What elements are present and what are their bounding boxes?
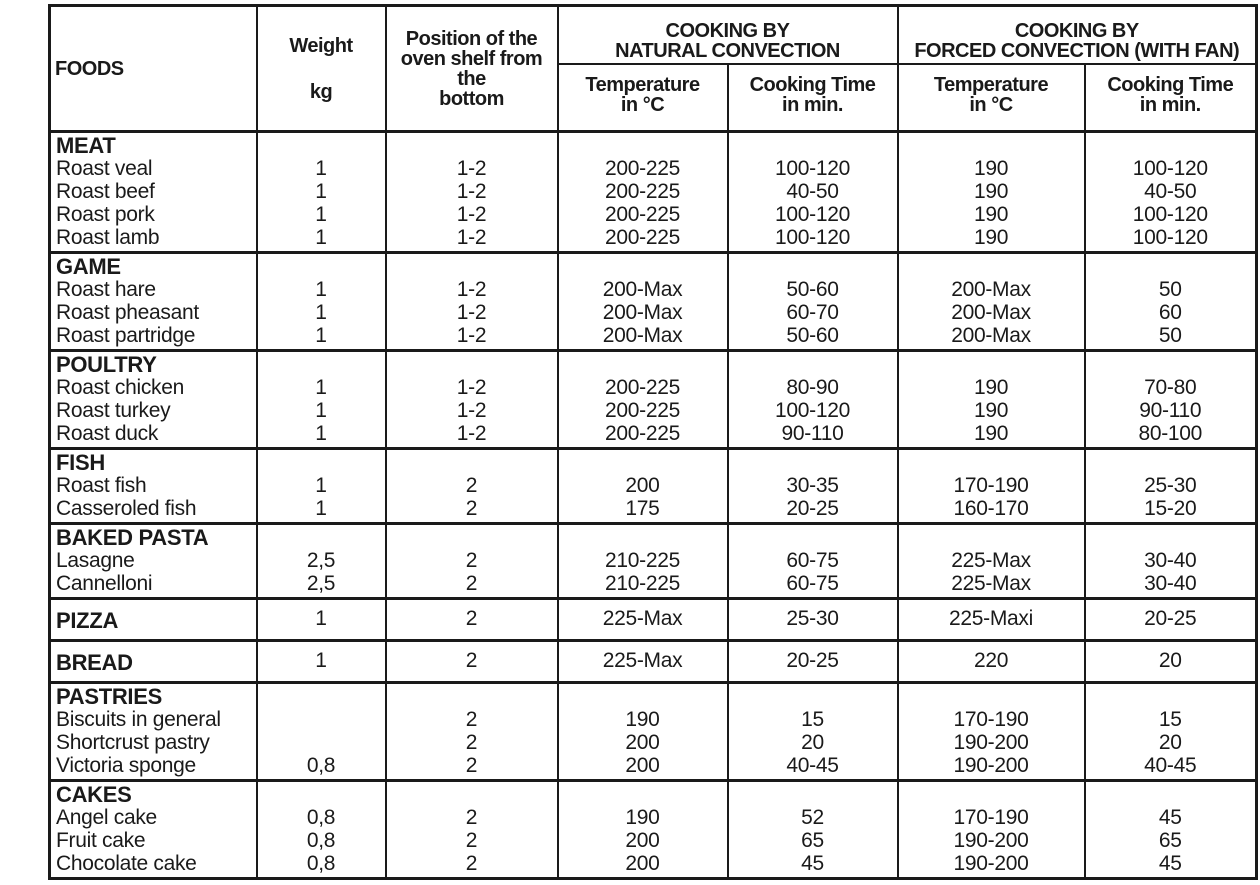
food-name-cell: Roast partridge	[50, 324, 257, 351]
natural-time-cell: 40-45	[728, 754, 898, 781]
table-row	[50, 422, 1257, 449]
natural-time-cell: 60-75	[728, 572, 898, 599]
natural-time-cell: 20	[728, 731, 898, 754]
empty-cell	[728, 132, 898, 158]
empty-cell	[898, 351, 1085, 377]
natural-time-cell: 100-120	[728, 226, 898, 253]
natural-temp-cell: 210-225	[558, 549, 728, 572]
empty-cell	[728, 524, 898, 550]
table-header	[50, 6, 1257, 132]
forced-temp-cell: 200-Max	[898, 278, 1085, 301]
forced-time-cell: 40-45	[1085, 754, 1257, 781]
natural-time-cell: 20-25	[728, 641, 898, 683]
weight-cell: 0,8	[257, 754, 386, 781]
forced-temp-cell: 190	[898, 376, 1085, 399]
shelf-cell: 1-2	[386, 301, 558, 324]
food-name-cell: Lasagne	[50, 549, 257, 572]
empty-cell	[257, 683, 386, 709]
table-row	[50, 549, 1257, 572]
forced-temp-cell: 200-Max	[898, 324, 1085, 351]
forced-time-header	[1085, 64, 1257, 132]
natural-temp-cell: 200-225	[558, 226, 728, 253]
natural-temp-line1: Temperature	[585, 74, 700, 96]
natural-temp-cell: 225-Max	[558, 641, 728, 683]
forced-time-cell: 30-40	[1085, 549, 1257, 572]
forced-temp-cell: 190	[898, 180, 1085, 203]
food-name-cell: Roast beef	[50, 180, 257, 203]
natural-time-cell: 40-50	[728, 180, 898, 203]
table-row	[50, 399, 1257, 422]
weight-cell: 1	[257, 278, 386, 301]
weight-cell: 1	[257, 324, 386, 351]
table-row	[50, 180, 1257, 203]
weight-cell: 0,8	[257, 852, 386, 879]
table-row	[50, 226, 1257, 253]
empty-cell	[728, 781, 898, 807]
table-row	[50, 754, 1257, 781]
food-name-cell: Victoria sponge	[50, 754, 257, 781]
empty-cell	[558, 253, 728, 279]
group-heading-row	[50, 524, 1257, 550]
table-row	[50, 376, 1257, 399]
shelf-cell: 1-2	[386, 399, 558, 422]
natural-time-cell: 100-120	[728, 203, 898, 226]
weight-cell: 1	[257, 180, 386, 203]
table-row	[50, 278, 1257, 301]
shelf-position-header	[386, 6, 558, 132]
natural-temp-cell: 200	[558, 474, 728, 497]
forced-temp-line1: Temperature	[933, 74, 1049, 96]
table-row	[50, 708, 1257, 731]
group-name: PIZZA	[50, 599, 257, 641]
natural-temp-cell: 200	[558, 852, 728, 879]
empty-cell	[558, 449, 728, 475]
empty-cell	[257, 351, 386, 377]
table-row	[50, 324, 1257, 351]
shelf-cell: 2	[386, 852, 558, 879]
table-row	[50, 474, 1257, 497]
empty-cell	[728, 683, 898, 709]
empty-cell	[728, 449, 898, 475]
forced-time-line1: Cooking Time	[1107, 74, 1234, 96]
food-name-cell: Cannelloni	[50, 572, 257, 599]
shelf-cell: 1-2	[386, 278, 558, 301]
empty-cell	[728, 253, 898, 279]
forced-time-cell: 50	[1085, 324, 1257, 351]
group-heading-row	[50, 351, 1257, 377]
empty-cell	[386, 253, 558, 279]
natural-header-line2: NATURAL CONVECTION	[615, 40, 840, 62]
forced-convection-header	[898, 6, 1257, 65]
shelf-cell: 2	[386, 731, 558, 754]
empty-cell	[1085, 449, 1257, 475]
group-pizza	[50, 599, 1257, 641]
table-row	[50, 829, 1257, 852]
empty-cell	[558, 132, 728, 158]
empty-cell	[1085, 351, 1257, 377]
natural-time-line2: in min.	[782, 94, 843, 116]
forced-time-cell: 15	[1085, 708, 1257, 731]
forced-temp-cell: 190-200	[898, 829, 1085, 852]
shelf-cell: 1-2	[386, 324, 558, 351]
group-poultry	[50, 351, 1257, 449]
natural-time-cell: 50-60	[728, 278, 898, 301]
empty-cell	[728, 351, 898, 377]
empty-cell	[1085, 683, 1257, 709]
group-name: BREAD	[50, 641, 257, 683]
forced-temp-cell: 225-Maxi	[898, 599, 1085, 641]
natural-time-cell: 90-110	[728, 422, 898, 449]
natural-temp-cell: 200-Max	[558, 324, 728, 351]
table-row	[50, 852, 1257, 879]
forced-temp-cell: 190	[898, 226, 1085, 253]
forced-temp-cell: 160-170	[898, 497, 1085, 524]
forced-temp-cell: 225-Max	[898, 549, 1085, 572]
food-name-cell: Biscuits in general	[50, 708, 257, 731]
empty-cell	[558, 683, 728, 709]
group-bread	[50, 641, 1257, 683]
weight-cell: 1	[257, 497, 386, 524]
shelf-cell: 2	[386, 829, 558, 852]
natural-time-header	[728, 64, 898, 132]
food-name-cell: Casseroled fish	[50, 497, 257, 524]
group-name: BAKED PASTA	[50, 524, 257, 550]
weight-cell: 1	[257, 301, 386, 324]
weight-cell: 1	[257, 474, 386, 497]
natural-temp-cell: 210-225	[558, 572, 728, 599]
food-name-cell: Roast pheasant	[50, 301, 257, 324]
shelf-cell: 1-2	[386, 226, 558, 253]
forced-time-cell: 40-50	[1085, 180, 1257, 203]
natural-time-cell: 100-120	[728, 157, 898, 180]
natural-temp-cell: 200-225	[558, 157, 728, 180]
group-heading-row	[50, 781, 1257, 807]
natural-temp-cell: 200-Max	[558, 301, 728, 324]
natural-temp-cell: 200-225	[558, 422, 728, 449]
natural-time-line1: Cooking Time	[749, 74, 876, 96]
group-baked-pasta	[50, 524, 1257, 599]
shelf-cell: 1-2	[386, 422, 558, 449]
forced-time-cell: 45	[1085, 852, 1257, 879]
empty-cell	[257, 524, 386, 550]
natural-temp-cell: 200-225	[558, 376, 728, 399]
natural-time-cell: 25-30	[728, 599, 898, 641]
table-row	[50, 806, 1257, 829]
empty-cell	[386, 132, 558, 158]
empty-cell	[386, 683, 558, 709]
food-name-cell: Roast lamb	[50, 226, 257, 253]
shelf-header-line1: Position of the	[405, 27, 538, 50]
empty-cell	[257, 253, 386, 279]
food-name-cell: Roast fish	[50, 474, 257, 497]
forced-temp-cell: 170-190	[898, 806, 1085, 829]
group-name: FISH	[50, 449, 257, 475]
shelf-cell: 2	[386, 708, 558, 731]
shelf-cell: 1-2	[386, 180, 558, 203]
empty-cell	[386, 781, 558, 807]
empty-cell	[558, 351, 728, 377]
table-row	[50, 572, 1257, 599]
empty-cell	[386, 351, 558, 377]
natural-temperature-header	[558, 64, 728, 132]
weight-cell: 1	[257, 376, 386, 399]
natural-temp-line2: in °C	[620, 94, 665, 116]
forced-temperature-header	[898, 64, 1085, 132]
food-name-cell: Roast chicken	[50, 376, 257, 399]
weight-cell: 1	[257, 641, 386, 683]
empty-cell	[257, 781, 386, 807]
food-name-cell: Roast turkey	[50, 399, 257, 422]
group-heading-row	[50, 683, 1257, 709]
natural-temp-cell: 190	[558, 806, 728, 829]
weight-cell: 1	[257, 226, 386, 253]
forced-header-line2: FORCED CONVECTION (WITH FAN)	[914, 40, 1240, 62]
forced-temp-cell: 190	[898, 203, 1085, 226]
natural-time-cell: 45	[728, 852, 898, 879]
natural-temp-cell: 200-225	[558, 399, 728, 422]
natural-temp-cell: 175	[558, 497, 728, 524]
weight-cell: 1	[257, 399, 386, 422]
forced-time-cell: 50	[1085, 278, 1257, 301]
empty-cell	[1085, 132, 1257, 158]
group-game	[50, 253, 1257, 351]
natural-temp-cell: 200-225	[558, 180, 728, 203]
food-name-cell: Roast veal	[50, 157, 257, 180]
weight-cell: 2,5	[257, 572, 386, 599]
forced-temp-cell: 170-190	[898, 708, 1085, 731]
natural-temp-cell: 225-Max	[558, 599, 728, 641]
table-row	[50, 157, 1257, 180]
food-name-cell: Roast pork	[50, 203, 257, 226]
food-name-cell: Shortcrust pastry	[50, 731, 257, 754]
forced-time-cell: 100-120	[1085, 157, 1257, 180]
table-row	[50, 203, 1257, 226]
shelf-header-line3: bottom	[439, 87, 504, 110]
forced-time-cell: 20	[1085, 641, 1257, 683]
empty-cell	[898, 524, 1085, 550]
empty-cell	[898, 253, 1085, 279]
shelf-cell: 2	[386, 599, 558, 641]
forced-time-cell: 80-100	[1085, 422, 1257, 449]
natural-convection-header	[558, 6, 898, 65]
natural-time-cell: 80-90	[728, 376, 898, 399]
cooking-table-wrapper	[48, 4, 1258, 880]
food-name-cell: Roast duck	[50, 422, 257, 449]
shelf-cell: 2	[386, 549, 558, 572]
natural-temp-cell: 200-Max	[558, 278, 728, 301]
empty-cell	[257, 449, 386, 475]
food-name-cell: Angel cake	[50, 806, 257, 829]
empty-cell	[1085, 253, 1257, 279]
forced-time-cell: 90-110	[1085, 399, 1257, 422]
shelf-cell: 1-2	[386, 203, 558, 226]
weight-cell: 1	[257, 203, 386, 226]
natural-temp-cell: 200-225	[558, 203, 728, 226]
table-row	[50, 731, 1257, 754]
forced-temp-cell: 190-200	[898, 731, 1085, 754]
shelf-cell: 1-2	[386, 157, 558, 180]
empty-cell	[898, 683, 1085, 709]
natural-time-cell: 50-60	[728, 324, 898, 351]
weight-header	[257, 6, 386, 132]
shelf-header-line2: oven shelf from the	[400, 47, 543, 90]
weight-cell: 1	[257, 157, 386, 180]
cooking-table	[48, 4, 1258, 880]
forced-temp-line2: in °C	[969, 94, 1013, 116]
shelf-cell: 2	[386, 641, 558, 683]
forced-time-cell: 20-25	[1085, 599, 1257, 641]
forced-time-cell: 20	[1085, 731, 1257, 754]
empty-cell	[898, 781, 1085, 807]
shelf-cell: 2	[386, 474, 558, 497]
group-fish	[50, 449, 1257, 524]
group-heading-row	[50, 132, 1257, 158]
forced-temp-cell: 220	[898, 641, 1085, 683]
shelf-cell: 2	[386, 572, 558, 599]
natural-temp-cell: 200	[558, 829, 728, 852]
empty-cell	[386, 449, 558, 475]
table-row	[50, 301, 1257, 324]
food-name-cell: Chocolate cake	[50, 852, 257, 879]
shelf-cell: 1-2	[386, 376, 558, 399]
group-cakes	[50, 781, 1257, 879]
group-name: GAME	[50, 253, 257, 279]
empty-cell	[386, 524, 558, 550]
forced-time-cell: 60	[1085, 301, 1257, 324]
natural-time-cell: 30-35	[728, 474, 898, 497]
table-row	[50, 599, 1257, 641]
empty-cell	[558, 524, 728, 550]
group-name: PASTRIES	[50, 683, 257, 709]
forced-time-cell: 100-120	[1085, 226, 1257, 253]
weight-label: Weight	[289, 34, 353, 57]
forced-temp-cell: 190-200	[898, 852, 1085, 879]
forced-time-cell: 25-30	[1085, 474, 1257, 497]
empty-cell	[898, 132, 1085, 158]
forced-time-cell: 45	[1085, 806, 1257, 829]
forced-time-cell: 65	[1085, 829, 1257, 852]
foods-header: FOODS	[50, 6, 257, 132]
group-heading-row	[50, 253, 1257, 279]
weight-cell: 0,8	[257, 806, 386, 829]
table-row	[50, 641, 1257, 683]
weight-cell	[257, 708, 386, 731]
group-pastries	[50, 683, 1257, 781]
natural-header-line1: COOKING BY	[665, 20, 790, 42]
forced-header-line1: COOKING BY	[1014, 20, 1139, 42]
empty-cell	[257, 132, 386, 158]
natural-time-cell: 65	[728, 829, 898, 852]
natural-time-cell: 60-70	[728, 301, 898, 324]
empty-cell	[1085, 524, 1257, 550]
forced-temp-cell: 190	[898, 422, 1085, 449]
weight-cell: 0,8	[257, 829, 386, 852]
natural-temp-cell: 200	[558, 731, 728, 754]
forced-temp-cell: 200-Max	[898, 301, 1085, 324]
table-row	[50, 497, 1257, 524]
forced-time-cell: 15-20	[1085, 497, 1257, 524]
forced-temp-cell: 170-190	[898, 474, 1085, 497]
forced-temp-cell: 190	[898, 157, 1085, 180]
forced-temp-cell: 225-Max	[898, 572, 1085, 599]
shelf-cell: 2	[386, 806, 558, 829]
group-meat	[50, 132, 1257, 253]
natural-time-cell: 52	[728, 806, 898, 829]
forced-time-line2: in min.	[1139, 94, 1201, 116]
forced-time-cell: 100-120	[1085, 203, 1257, 226]
group-name: CAKES	[50, 781, 257, 807]
forced-temp-cell: 190-200	[898, 754, 1085, 781]
weight-cell: 1	[257, 599, 386, 641]
natural-temp-cell: 200	[558, 754, 728, 781]
empty-cell	[898, 449, 1085, 475]
forced-time-cell: 30-40	[1085, 572, 1257, 599]
empty-cell	[1085, 781, 1257, 807]
shelf-cell: 2	[386, 754, 558, 781]
food-name-cell: Roast hare	[50, 278, 257, 301]
forced-temp-cell: 190	[898, 399, 1085, 422]
food-name-cell: Fruit cake	[50, 829, 257, 852]
weight-unit-label: kg	[309, 80, 333, 103]
shelf-cell: 2	[386, 497, 558, 524]
forced-time-cell: 70-80	[1085, 376, 1257, 399]
natural-time-cell: 60-75	[728, 549, 898, 572]
group-name: MEAT	[50, 132, 257, 158]
natural-temp-cell: 190	[558, 708, 728, 731]
natural-time-cell: 15	[728, 708, 898, 731]
natural-time-cell: 100-120	[728, 399, 898, 422]
group-heading-row	[50, 449, 1257, 475]
natural-time-cell: 20-25	[728, 497, 898, 524]
weight-cell: 2,5	[257, 549, 386, 572]
weight-cell	[257, 731, 386, 754]
empty-cell	[558, 781, 728, 807]
weight-cell: 1	[257, 422, 386, 449]
group-name: POULTRY	[50, 351, 257, 377]
